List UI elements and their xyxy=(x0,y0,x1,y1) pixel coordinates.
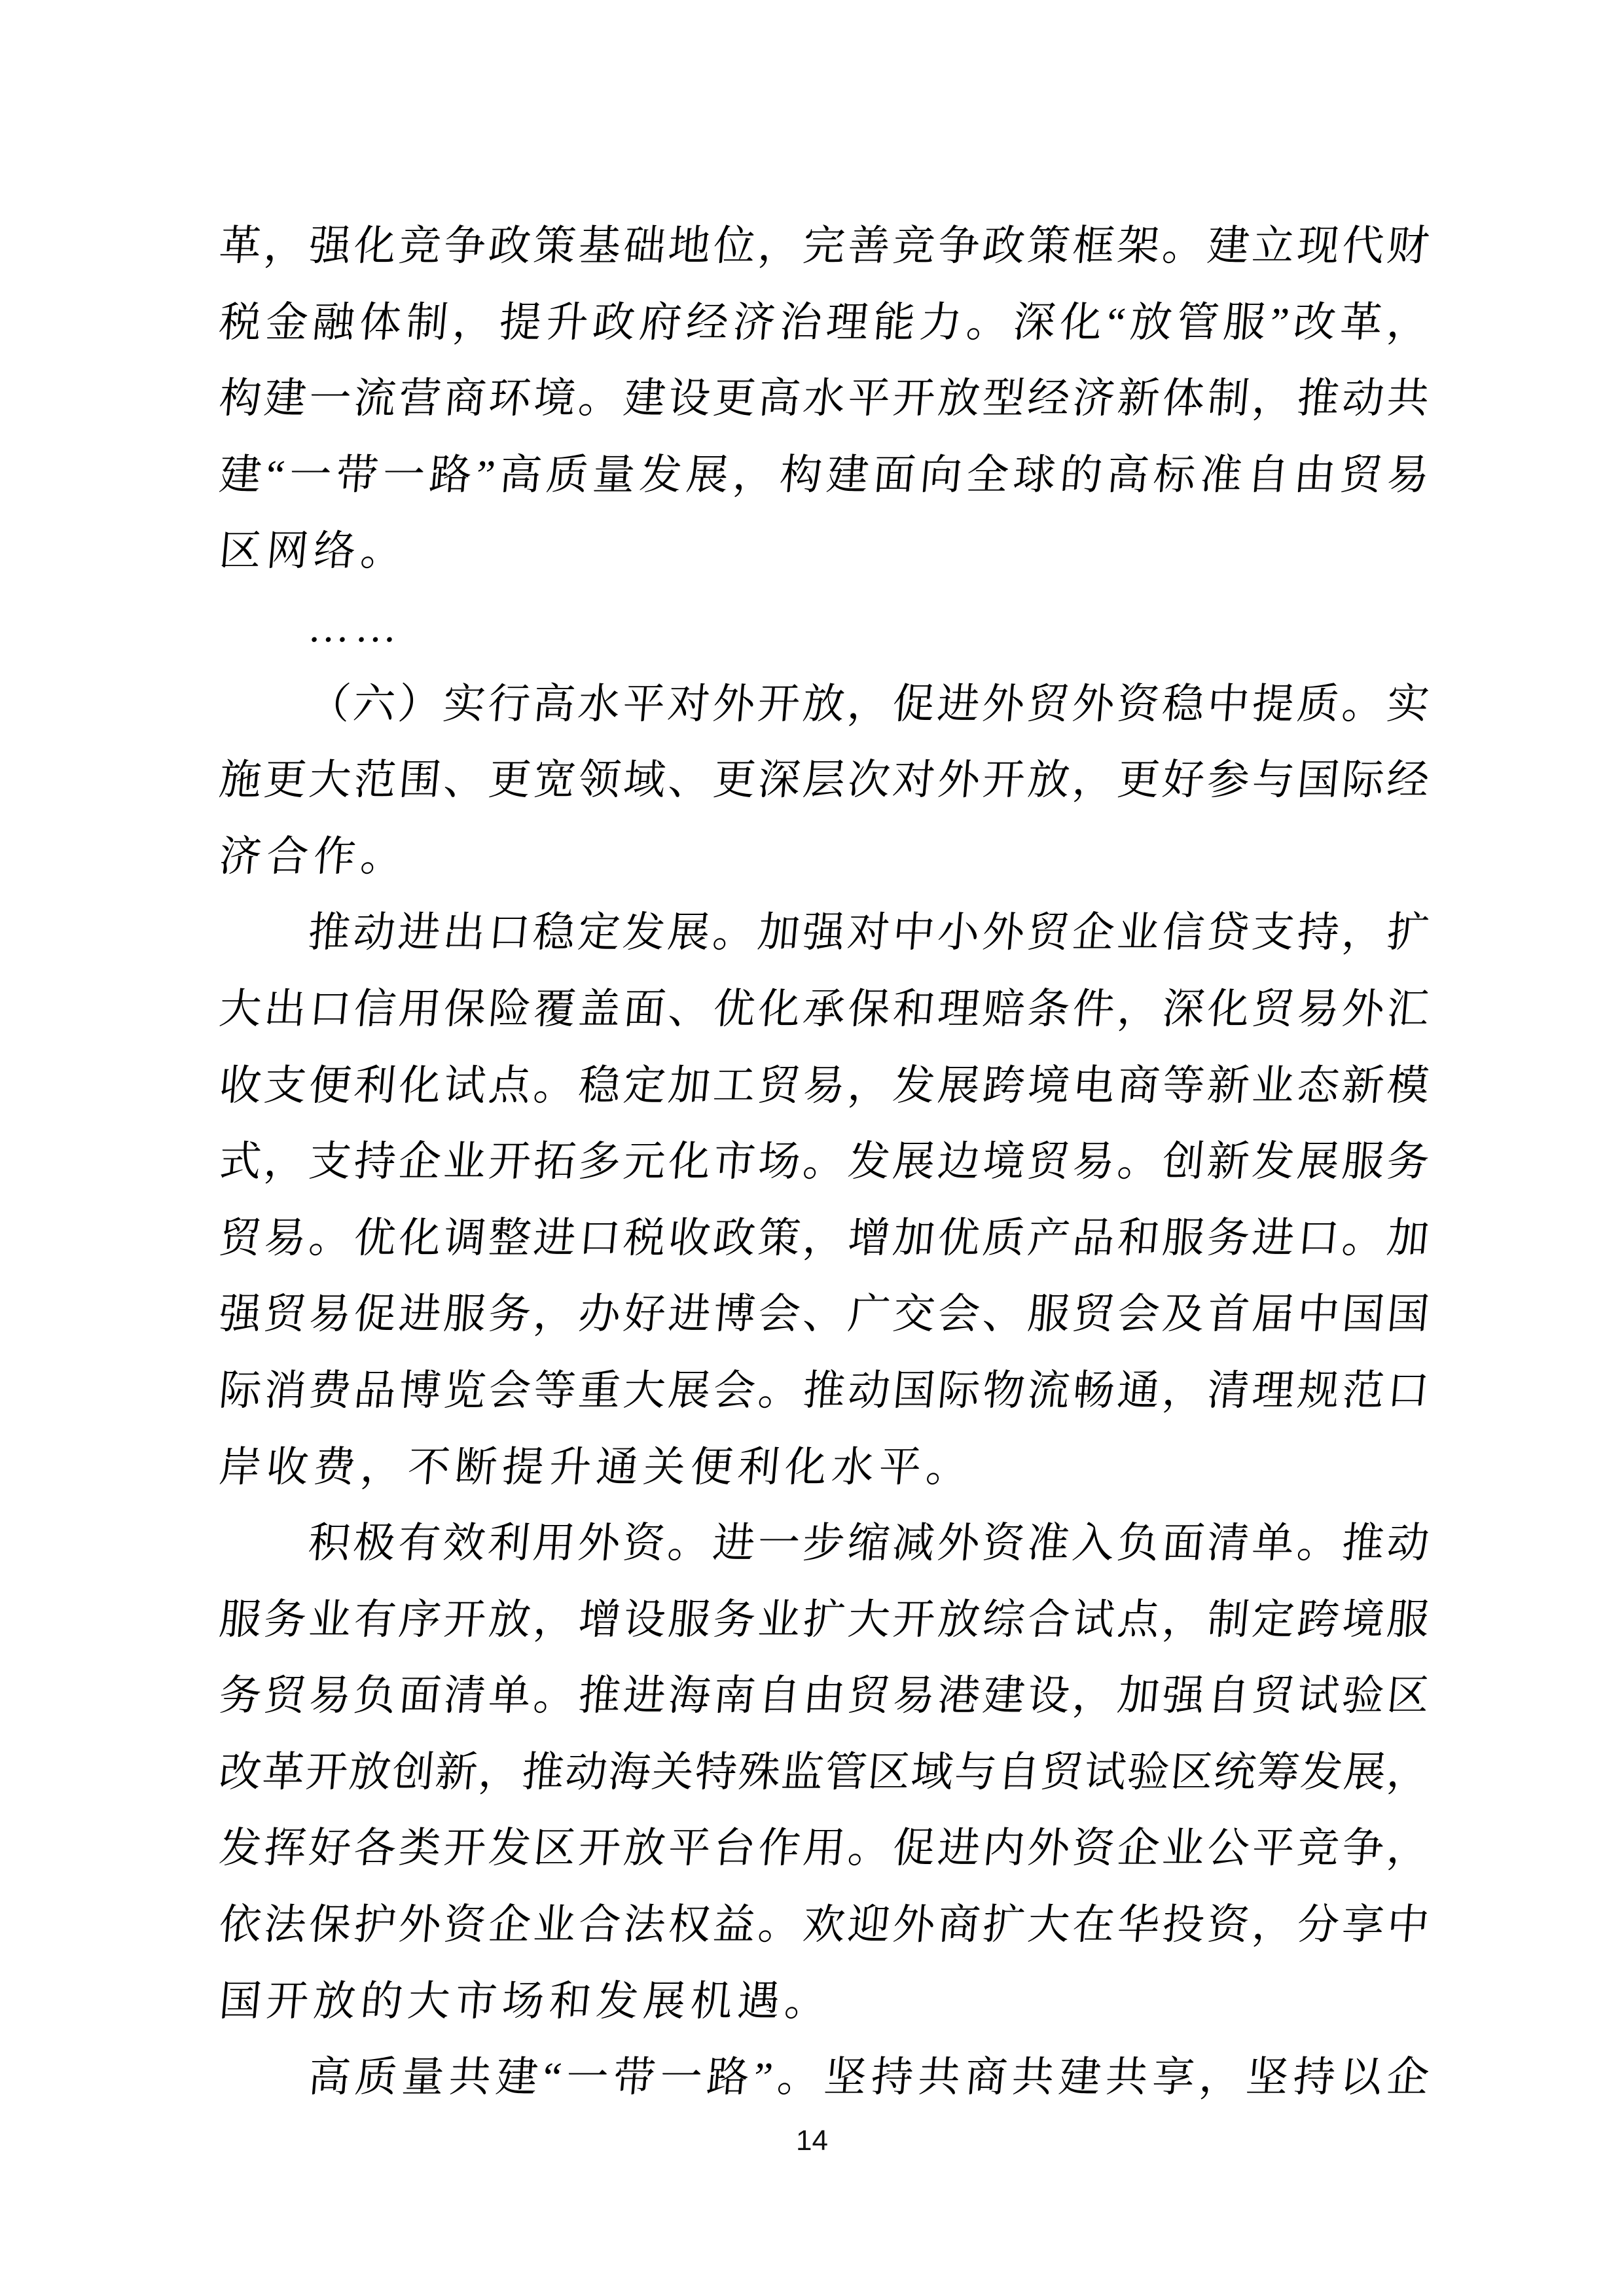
text-line: 高质量共建“一带一路”。坚持共商共建共享，坚持以企 xyxy=(306,2054,1432,2101)
text-line: 岸收费，不断提升通关便利化水平。 xyxy=(217,1443,976,1490)
text-line: 推动进出口稳定发展。加强对中小外贸企业信贷支持，扩 xyxy=(306,909,1432,956)
text-line: 构建一流营商环境。建设更高水平开放型经济新体制，推动共 xyxy=(217,375,1432,422)
page-text xyxy=(217,208,1432,2116)
text-line: 依法保护外资企业合法权益。欢迎外商扩大在华投资，分享中 xyxy=(217,1901,1432,1948)
text-line: （六）实行高水平对外开放，促进外贸外资稳中提质。实 xyxy=(306,680,1432,727)
text-line: 际消费品博览会等重大展会。推动国际物流畅通，清理规范口 xyxy=(217,1367,1432,1414)
text-line: 强贸易促进服务，办好进博会、广交会、服贸会及首届中国国 xyxy=(217,1291,1432,1338)
ellipsis-line: …… xyxy=(306,603,405,651)
text-line: 贸易。优化调整进口税收政策，增加优质产品和服务进口。加 xyxy=(217,1214,1432,1261)
text-line: 济合作。 xyxy=(217,833,410,880)
text-line: 区网络。 xyxy=(217,528,410,575)
text-line: 务贸易负面清单。推进海南自由贸易港建设，加强自贸试验区 xyxy=(217,1672,1432,1719)
text-line: 施更大范围、更宽领域、更深层次对外开放，更好参与国际经 xyxy=(217,757,1432,804)
text-line: 式，支持企业开拓多元化市场。发展边境贸易。创新发展服务 xyxy=(217,1138,1432,1185)
text-line: 大出口信用保险覆盖面、优化承保和理赔条件，深化贸易外汇 xyxy=(217,985,1432,1032)
text-line: 税金融体制，提升政府经济治理能力。深化“放管服”改革， xyxy=(217,298,1432,346)
page-number: 14 xyxy=(796,2125,828,2157)
text-line: 改革开放创新，推动海关特殊监管区域与自贸试验区统筹发展， xyxy=(217,1748,1432,1795)
text-line: 建“一带一路”高质量发展，构建面向全球的高标准自由贸易 xyxy=(217,451,1432,498)
text-line: 收支便利化试点。稳定加工贸易，发展跨境电商等新业态新模 xyxy=(217,1062,1432,1109)
text-line: 积极有效利用外资。进一步缩减外资准入负面清单。推动 xyxy=(306,1520,1432,1567)
text-line: 国开放的大市场和发展机遇。 xyxy=(217,1977,835,2024)
text-line: 服务业有序开放，增设服务业扩大开放综合试点，制定跨境服 xyxy=(217,1596,1432,1643)
text-line: 发挥好各类开发区开放平台作用。促进内外资企业公平竞争， xyxy=(217,1825,1432,1872)
text-line: 革，强化竞争政策基础地位，完善竞争政策框架。建立现代财 xyxy=(217,223,1432,269)
